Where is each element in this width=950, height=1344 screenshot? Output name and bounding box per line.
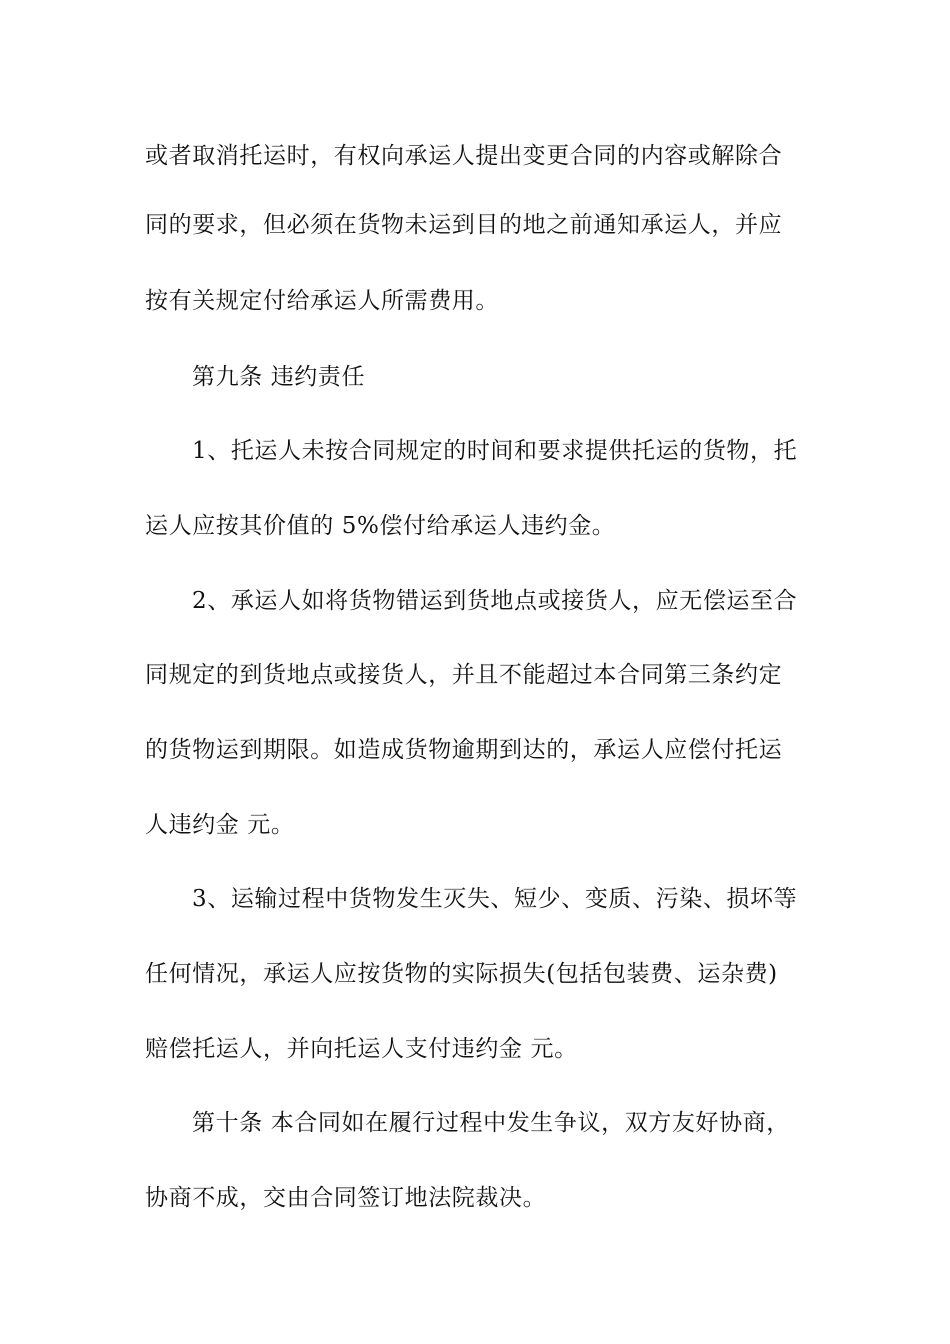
text-line: 的货物运到期限。如造成货物逾期到达的，承运人应偿付托运 <box>145 737 783 763</box>
text-line: 人违约金 元。 <box>145 812 295 838</box>
text-line: 按有关规定付给承运人所需费用。 <box>145 288 499 314</box>
text-line: 运人应按其价值的 5%偿付给承运人违约金。 <box>145 513 616 539</box>
section-heading: 第九条 违约责任 <box>192 364 366 390</box>
text-line: 同规定的到货地点或接货人，并且不能超过本合同第三条约定 <box>145 662 783 688</box>
text-line: 或者取消托运时，有权向承运人提出变更合同的内容或解除合 <box>145 143 783 169</box>
text-line: 赔偿托运人，并向托运人支付违约金 元。 <box>145 1036 578 1062</box>
text-line: 3、运输过程中货物发生灭失、短少、变质、污染、损坏等 <box>192 886 798 912</box>
text-line: 协商不成，交由合同签订地法院裁决。 <box>145 1185 547 1211</box>
text-line: 2、承运人如将货物错运到货地点或接货人，应无偿运至合 <box>192 588 798 614</box>
text-line: 第十条 本合同如在履行过程中发生争议，双方友好协商， <box>192 1110 790 1136</box>
text-line: 同的要求，但必须在货物未运到目的地之前通知承运人，并应 <box>145 212 783 238</box>
text-line: 任何情况，承运人应按货物的实际损失(包括包装费、运杂费) <box>145 961 778 987</box>
text-line: 1、托运人未按合同规定的时间和要求提供托运的货物，托 <box>192 438 798 464</box>
